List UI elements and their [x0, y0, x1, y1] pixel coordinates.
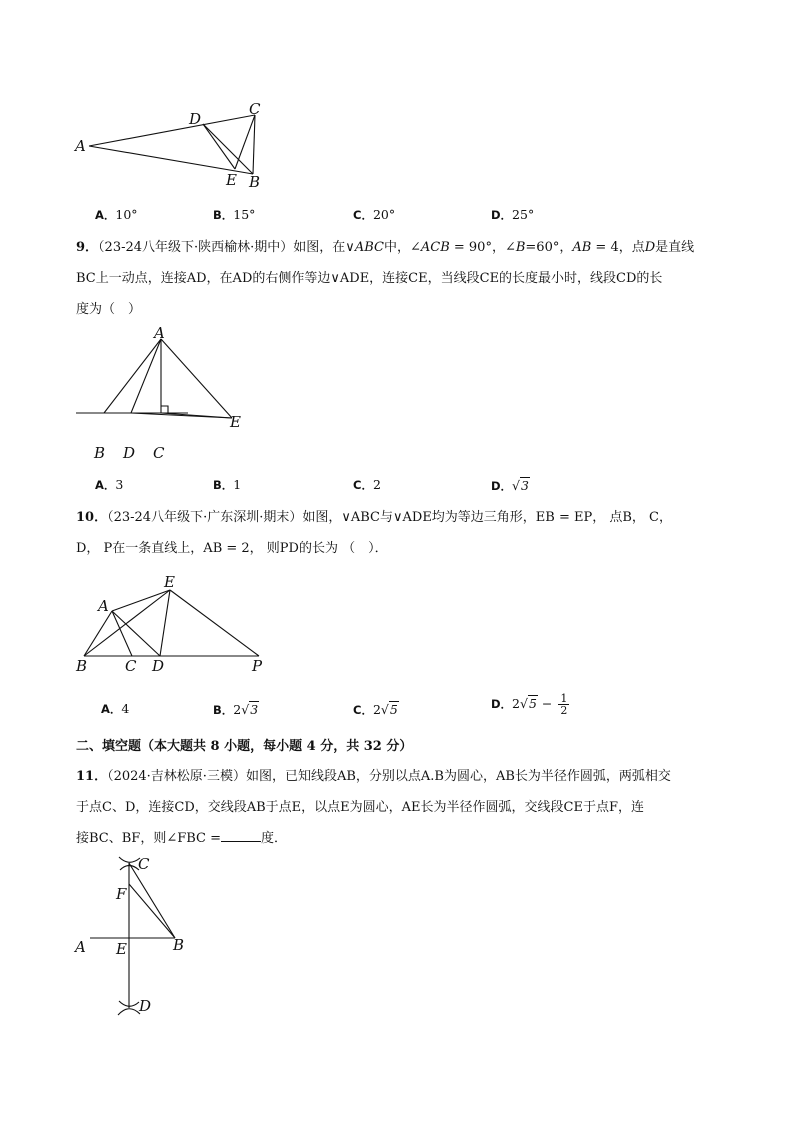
sqrt-sign: √ — [512, 478, 521, 493]
question-10 — [76, 502, 726, 564]
minus-sign: − — [537, 696, 557, 711]
sqrt-sign: √ — [241, 702, 250, 717]
segment-DE — [160, 590, 170, 656]
label-A: A — [75, 137, 86, 155]
math-var: D — [644, 240, 656, 255]
option-letter: C． — [353, 208, 373, 222]
q9-text: = 90°，∠ — [449, 240, 516, 255]
q8-option-a[interactable] — [95, 207, 138, 223]
label-B: B — [173, 936, 185, 954]
answer-blank[interactable] — [221, 829, 261, 842]
option-letter: A． — [95, 208, 116, 222]
label-F: F — [116, 885, 127, 903]
segment-AE — [161, 339, 232, 418]
q10-line2: D， P在一条直线上，AB = 2， 则PD的长为 （ ）． — [76, 541, 388, 556]
option-letter: B． — [213, 703, 234, 717]
question-number: 10． — [76, 510, 108, 525]
option-radicand: 5 — [528, 696, 537, 711]
figure-q9 — [76, 326, 256, 466]
math-var: AB — [572, 240, 592, 255]
segment-AB — [104, 339, 161, 413]
q8-option-c[interactable] — [353, 207, 395, 223]
q11-line2: 于点C、D，连接CD，交线段AB于点E，以点E为圆心，AE长为半径作圆弧，交线段CE于点F，连 — [76, 800, 644, 815]
segment-CB — [253, 115, 255, 174]
label-D: D — [189, 110, 202, 128]
math-var: ABC — [354, 240, 384, 255]
q9-option-c[interactable] — [353, 477, 381, 493]
sqrt-sign: √ — [520, 696, 528, 711]
question-source: （23-24八年级下·广东深圳·期末） — [107, 510, 303, 525]
q9-text: 中，∠ — [383, 240, 421, 255]
label-E: E — [164, 573, 175, 591]
fraction — [558, 693, 569, 716]
option-letter: B． — [213, 208, 234, 222]
label-C: C — [153, 444, 165, 462]
option-value: 20° — [372, 207, 396, 222]
segment-AC — [112, 611, 132, 656]
option-letter: D． — [491, 208, 513, 222]
q11-text: 度． — [261, 831, 288, 846]
q9-option-d[interactable] — [491, 477, 530, 494]
option-coefficient: 2 — [233, 702, 242, 717]
option-value: 2 — [372, 477, 381, 492]
fraction-denominator: 2 — [560, 704, 568, 717]
option-letter: A． — [101, 702, 122, 716]
segment-CE — [235, 115, 255, 169]
label-A: A — [98, 597, 109, 615]
option-coefficient: 2 — [512, 696, 520, 711]
q10-text: 如图，∨ABC与∨ADE均为等边三角形，EB = EP， 点B， C， — [302, 510, 673, 525]
q11-line3 — [76, 823, 726, 854]
q10-option-d[interactable] — [491, 693, 569, 716]
segment-AB — [84, 611, 112, 656]
sqrt-sign: √ — [380, 702, 389, 717]
option-value: 4 — [121, 701, 130, 716]
option-letter: D． — [491, 697, 513, 711]
question-9 — [76, 232, 726, 325]
label-C: C — [249, 100, 261, 118]
option-radicand: 5 — [389, 702, 398, 717]
question-source: （23-24八年级下·陕西榆林·期中） — [98, 240, 294, 255]
question-11 — [76, 761, 726, 854]
label-B: B — [249, 173, 261, 191]
q10-option-b[interactable] — [213, 701, 259, 718]
q9-text: = 4，点 — [591, 240, 645, 255]
figure-q8 — [70, 98, 270, 193]
label-D: D — [139, 997, 152, 1015]
question-source: （2024·吉林松原·三模） — [107, 769, 246, 784]
option-letter: C． — [353, 703, 373, 717]
label-E: E — [226, 171, 237, 189]
q11-text: 如图，已知线段AB，分别以点A.B为圆心，AB长为半径作圆弧，两弧相交 — [245, 769, 671, 784]
segment-EP — [170, 590, 259, 656]
q9-text: =60°， — [525, 240, 573, 255]
q8-option-d[interactable] — [491, 207, 534, 223]
option-value: 3 — [115, 477, 124, 492]
segment-AE — [112, 590, 170, 611]
q11-text: 接BC、BF，则∠FBC = — [76, 831, 221, 846]
label-A: A — [75, 938, 86, 956]
figure-q10 — [74, 572, 274, 677]
option-value: 3 — [521, 478, 529, 493]
label-D: D — [152, 657, 165, 675]
q9-line1 — [76, 232, 726, 263]
label-D: D — [123, 444, 136, 462]
label-B: B — [94, 444, 106, 462]
option-value: 25° — [512, 207, 535, 222]
option-letter: C． — [353, 478, 373, 492]
segment-AC — [89, 115, 255, 146]
option-letter: A． — [95, 478, 116, 492]
option-letter: D． — [491, 479, 513, 493]
label-C: C — [138, 855, 150, 873]
label-E: E — [230, 413, 241, 431]
question-number: 9． — [76, 240, 99, 255]
option-value: 1 — [233, 477, 242, 492]
q10-option-a[interactable] — [101, 701, 129, 717]
arc-mark-D — [118, 1009, 140, 1015]
q9-line3: 度为（ ） — [76, 302, 142, 317]
label-P: P — [252, 657, 263, 675]
q9-text: 是直线 — [655, 240, 695, 255]
q9-line2: BC上一动点，连接AD，在AD的右侧作等边∨ADE，连接CE，当线段CE的长度最小时，线段CD的长 — [76, 271, 663, 286]
right-angle-mark — [161, 406, 168, 413]
figure-q11 — [72, 855, 202, 1020]
segment-BC — [129, 863, 175, 938]
segment-AD — [131, 339, 161, 413]
segment-DE — [203, 124, 235, 169]
label-C: C — [125, 657, 137, 675]
label-E: E — [116, 940, 127, 958]
math-var: B — [515, 240, 526, 255]
q10-option-c[interactable] — [353, 701, 399, 718]
fraction-numerator: 1 — [560, 692, 568, 705]
label-B: B — [76, 657, 88, 675]
segment-BF — [129, 884, 175, 938]
q9-option-b[interactable] — [213, 477, 241, 493]
q9-text: 如图，在∨ — [293, 240, 355, 255]
segment-AD — [112, 611, 160, 656]
section-heading: 二、填空题（本大题共 8 小题，每小题 4 分，共 32 分） — [76, 739, 413, 754]
arc-mark-C — [119, 857, 140, 862]
option-coefficient: 2 — [372, 702, 381, 717]
label-A: A — [154, 324, 165, 342]
option-radicand: 3 — [250, 702, 259, 717]
option-value: 10° — [115, 207, 138, 222]
math-var: ACB — [420, 240, 450, 255]
q11-line1 — [76, 761, 726, 792]
q9-option-a[interactable] — [95, 477, 123, 493]
option-letter: B． — [213, 478, 234, 492]
q8-option-b[interactable] — [213, 207, 255, 223]
question-number: 11． — [76, 769, 108, 784]
q10-line1 — [76, 502, 726, 533]
option-value: 15° — [233, 207, 256, 222]
